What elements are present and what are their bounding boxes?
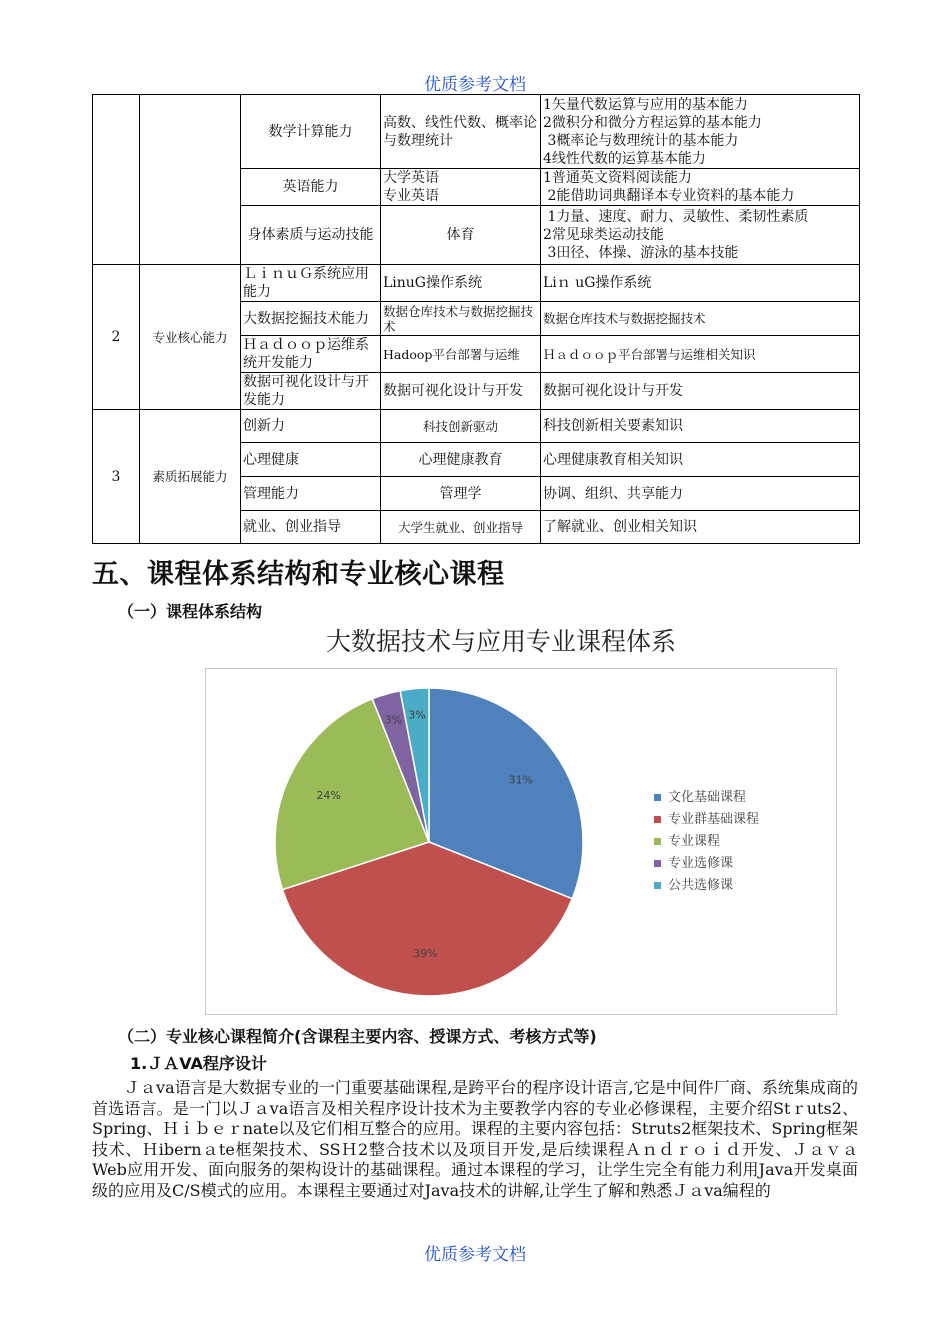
ability-cell: 身体素质与运动技能 — [241, 206, 381, 265]
ability-cell: 就业、创业指导 — [241, 511, 381, 544]
course-cell: 大学英语 专业英语 — [381, 169, 541, 206]
group-number-cell: 2 — [93, 265, 140, 410]
knowledge-line: 1力量、速度、耐力、灵敏性、柔韧性素质 — [543, 209, 809, 225]
legend-label: 专业群基础课程 — [668, 812, 760, 827]
subsection-title: （一）课程体系结构 — [118, 602, 263, 621]
ability-cell: 大数据挖掘技术能力 — [241, 302, 381, 336]
knowledge-cell: Liｎ uG操作系统 — [541, 265, 860, 302]
knowledge-line: 2微积分和微分方程运算的基本能力 — [543, 114, 762, 131]
ability-cell: 心理健康 — [241, 443, 381, 477]
pie-chart-svg — [206, 669, 836, 1014]
knowledge-cell: 科技创新相关要素知识 — [541, 410, 860, 443]
knowledge-line: 4线性代数的运算基本能力 — [543, 150, 706, 167]
course-cell: 数据可视化设计与开发 — [381, 373, 541, 410]
slice-label: 39% — [413, 946, 438, 960]
knowledge-line: 1普通英文资料阅读能力 — [543, 170, 692, 186]
table-row — [93, 265, 860, 302]
knowledge-cell: 数据可视化设计与开发 — [541, 373, 860, 410]
subsection-title-2: （二）专业核心课程简介(含课程主要内容、授课方式、考核方式等) — [118, 1027, 597, 1046]
legend-label: 专业选修课 — [668, 856, 734, 871]
knowledge-line: 2能借助词典翻译本专业资料的基本能力 — [543, 188, 795, 204]
course-description: Ｊａva语言是大数据专业的一门重要基础课程,是跨平台的程序设计语言,它是中间件厂商、系统集成商的首选语言。是一门以Ｊａva语言及相关程序设计技术为主要教学内容的专业必修课程，主要介绍Stｒuts2、Spring、Ｈｉｂｅｒnate以及它们相互整合的应用。课程的主要内容包括：Struts2框架技术、Spring框架技术、Ｈibernａte框架技术、SSＨ2整合技术以及项目开发,是后续课程Ａｎｄｒｏｉｄ开发、ＪａｖａWeb应用开发、面向服务的架构设计的基础课程。通过本课程的学习，让学生完全有能力利用Java开发桌面级的应用及C/S模式的应用。本课程主要通过对Java技术的讲解,让学生了解和熟悉Ｊａva编程的 — [92, 1078, 858, 1200]
legend-swatch — [654, 794, 661, 801]
table-row — [93, 410, 860, 443]
knowledge-line: 1矢量代数运算与应用的基本能力 — [543, 96, 748, 113]
knowledge-line: 3田径、体操、游泳的基本技能 — [543, 245, 739, 261]
knowledge-cell — [541, 169, 860, 206]
slice-label: 31% — [508, 773, 533, 787]
knowledge-cell: 心理健康教育相关知识 — [541, 443, 860, 477]
table-row — [93, 95, 860, 169]
legend-swatch — [654, 816, 661, 823]
legend-label: 公共选修课 — [668, 878, 734, 893]
ability-cell: 数据可视化设计与开发能力 — [241, 373, 381, 410]
knowledge-cell: 了解就业、创业相关知识 — [541, 511, 860, 544]
section-title: 五、课程体系结构和专业核心课程 — [92, 559, 505, 590]
course-cell: 心理健康教育 — [381, 443, 541, 477]
legend-swatch — [654, 882, 661, 889]
knowledge-cell: 协调、组织、共享能力 — [541, 477, 860, 511]
legend-swatch — [654, 838, 661, 845]
course-cell: 高数、线性代数、概率论与数理统计 — [381, 95, 541, 169]
slice-label: 24% — [316, 788, 341, 802]
course-cell: LinuG操作系统 — [381, 265, 541, 302]
knowledge-line: 3概率论与数理统计的基本能力 — [543, 132, 739, 149]
course-cell: Hadoop平台部署与运维 — [381, 336, 541, 373]
ability-cell: ＬｉｎｕＧ系统应用能力 — [241, 265, 381, 302]
knowledge-cell: 数据仓库技术与数据挖掘技术 — [541, 302, 860, 336]
group-number-cell — [93, 95, 140, 265]
page-header: 优质参考文档 — [424, 75, 526, 95]
knowledge-cell — [541, 95, 860, 169]
legend-label: 专业课程 — [668, 834, 721, 849]
ability-cell: 英语能力 — [241, 169, 381, 206]
course-cell: 科技创新驱动 — [381, 410, 541, 443]
group-number-cell: 3 — [93, 410, 140, 544]
course-heading: 1.ＪＡVA程序设计 — [130, 1054, 267, 1073]
chart-title: 大数据技术与应用专业课程体系 — [325, 627, 676, 656]
group-name-cell: 专业核心能力 — [140, 265, 241, 410]
pie-chart — [205, 668, 837, 1015]
course-cell: 体育 — [381, 206, 541, 265]
ability-cell: 管理能力 — [241, 477, 381, 511]
course-cell: 数据仓库技术与数据挖掘技术 — [381, 302, 541, 336]
ability-table — [92, 94, 860, 544]
group-name-cell: 素质拓展能力 — [140, 410, 241, 544]
knowledge-line: 2常见球类运动技能 — [543, 227, 664, 243]
slice-label: 3% — [408, 708, 426, 722]
ability-cell: 数学计算能力 — [241, 95, 381, 169]
group-name-cell — [140, 95, 241, 265]
knowledge-cell — [541, 206, 860, 265]
course-cell: 大学生就业、创业指导 — [381, 511, 541, 544]
course-cell: 管理学 — [381, 477, 541, 511]
slice-label: 3% — [384, 713, 403, 727]
knowledge-cell: Ｈａｄｏｏｐ平台部署与运维相关知识 — [541, 336, 860, 373]
ability-cell: Ｈａｄｏｏｐ运维系统开发能力 — [241, 336, 381, 373]
legend-label: 文化基础课程 — [668, 790, 747, 805]
ability-cell: 创新力 — [241, 410, 381, 443]
page-footer: 优质参考文档 — [424, 1245, 526, 1265]
legend-swatch — [654, 860, 661, 867]
